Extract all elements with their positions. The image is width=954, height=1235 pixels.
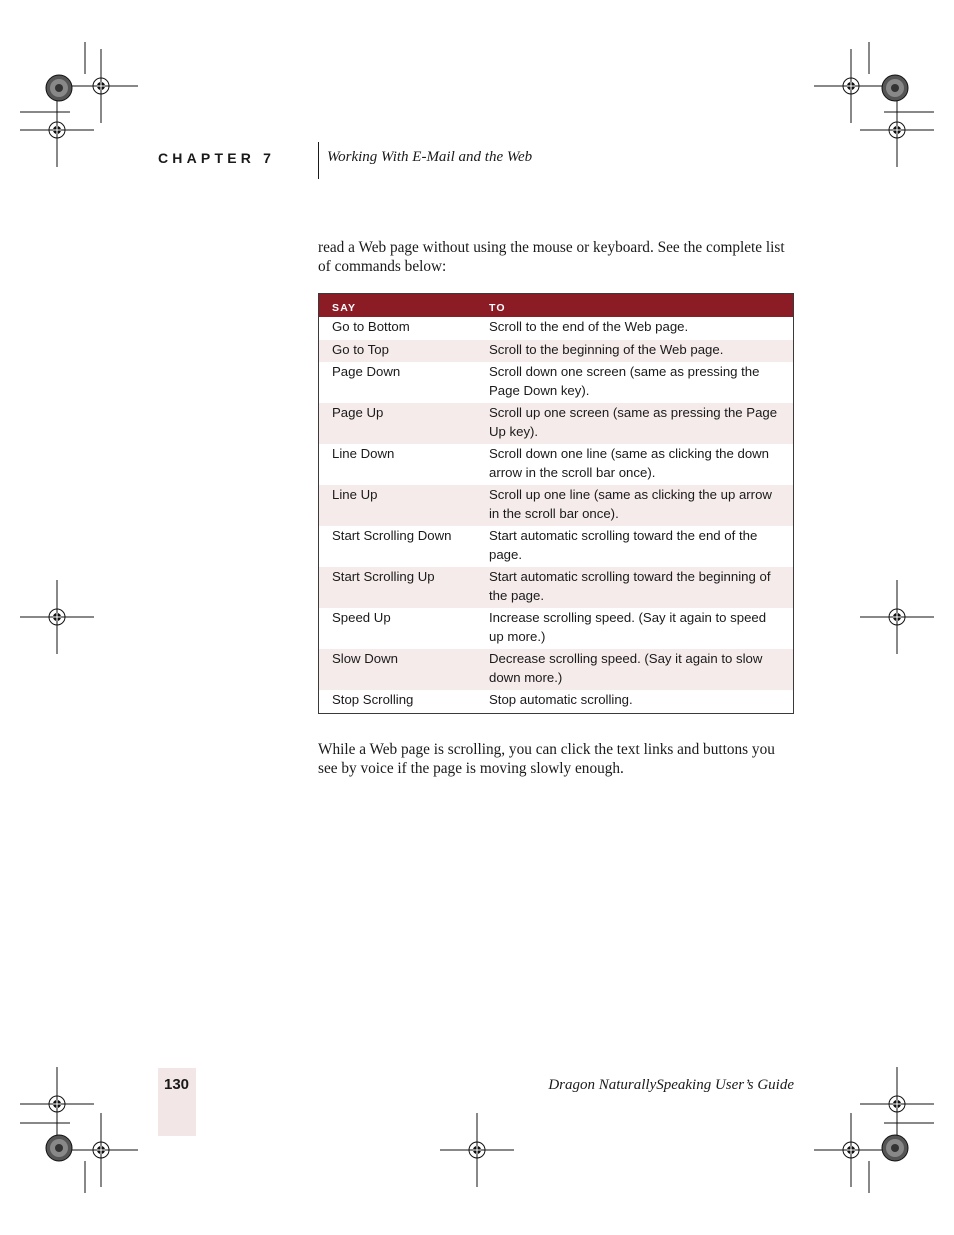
to-cell: Scroll down one line (same as clicking the down arrow in the scroll bar once). bbox=[489, 446, 770, 480]
say-cell: Start Scrolling Up bbox=[319, 567, 482, 608]
intro-paragraph: read a Web page without using the mouse or keyboard. See the complete list of commands below: bbox=[318, 239, 785, 275]
say-cell: Go to Bottom bbox=[332, 319, 410, 334]
table-header-row bbox=[319, 294, 794, 318]
to-cell: Decrease scrolling speed. (Say it again to slow down more.) bbox=[481, 649, 794, 690]
to-cell: Start automatic scrolling toward the end of the page. bbox=[489, 528, 758, 562]
table-row bbox=[319, 340, 794, 363]
to-cell: Scroll to the end of the Web page. bbox=[489, 319, 689, 334]
say-cell: Stop Scrolling bbox=[332, 692, 414, 707]
to-cell: Start automatic scrolling toward the beginning of the page. bbox=[481, 567, 794, 608]
table-row bbox=[319, 317, 794, 340]
table-row bbox=[319, 649, 794, 690]
chapter-label: CHAPTER 7 bbox=[158, 150, 276, 166]
to-cell: Scroll to the beginning of the Web page. bbox=[481, 340, 794, 363]
column-header-to: TO bbox=[481, 294, 794, 318]
to-cell: Increase scrolling speed. (Say it again to speed up more.) bbox=[489, 610, 767, 644]
table-row bbox=[319, 690, 794, 713]
closing-paragraph: While a Web page is scrolling, you can click the text links and buttons you see by voice if the page is moving slowly enough. bbox=[318, 741, 775, 777]
say-cell: Line Up bbox=[319, 485, 482, 526]
page-number: 130 bbox=[164, 1076, 190, 1093]
say-cell: Start Scrolling Down bbox=[332, 528, 452, 543]
table-row bbox=[319, 444, 794, 485]
table-row bbox=[319, 362, 794, 403]
chapter-title: Working With E-Mail and the Web bbox=[327, 149, 533, 165]
header-divider bbox=[318, 142, 319, 179]
table-row bbox=[319, 526, 794, 567]
table-row bbox=[319, 608, 794, 649]
book-title: Dragon NaturallySpeaking User’s Guide bbox=[548, 1077, 794, 1093]
to-cell: Stop automatic scrolling. bbox=[489, 692, 633, 707]
say-cell: Go to Top bbox=[319, 340, 482, 363]
table-row bbox=[319, 485, 794, 526]
say-cell: Page Up bbox=[319, 403, 482, 444]
column-header-say: SAY bbox=[319, 294, 482, 318]
to-cell: Scroll down one screen (same as pressing the Page Down key). bbox=[489, 364, 760, 398]
say-cell: Speed Up bbox=[332, 610, 391, 625]
commands-table bbox=[318, 293, 794, 714]
say-cell: Line Down bbox=[332, 446, 395, 461]
table-row bbox=[319, 403, 794, 444]
say-cell: Slow Down bbox=[319, 649, 482, 690]
say-cell: Page Down bbox=[332, 364, 401, 379]
table-row bbox=[319, 567, 794, 608]
to-cell: Scroll up one line (same as clicking the up arrow in the scroll bar once). bbox=[481, 485, 794, 526]
to-cell: Scroll up one screen (same as pressing the Page Up key). bbox=[481, 403, 794, 444]
